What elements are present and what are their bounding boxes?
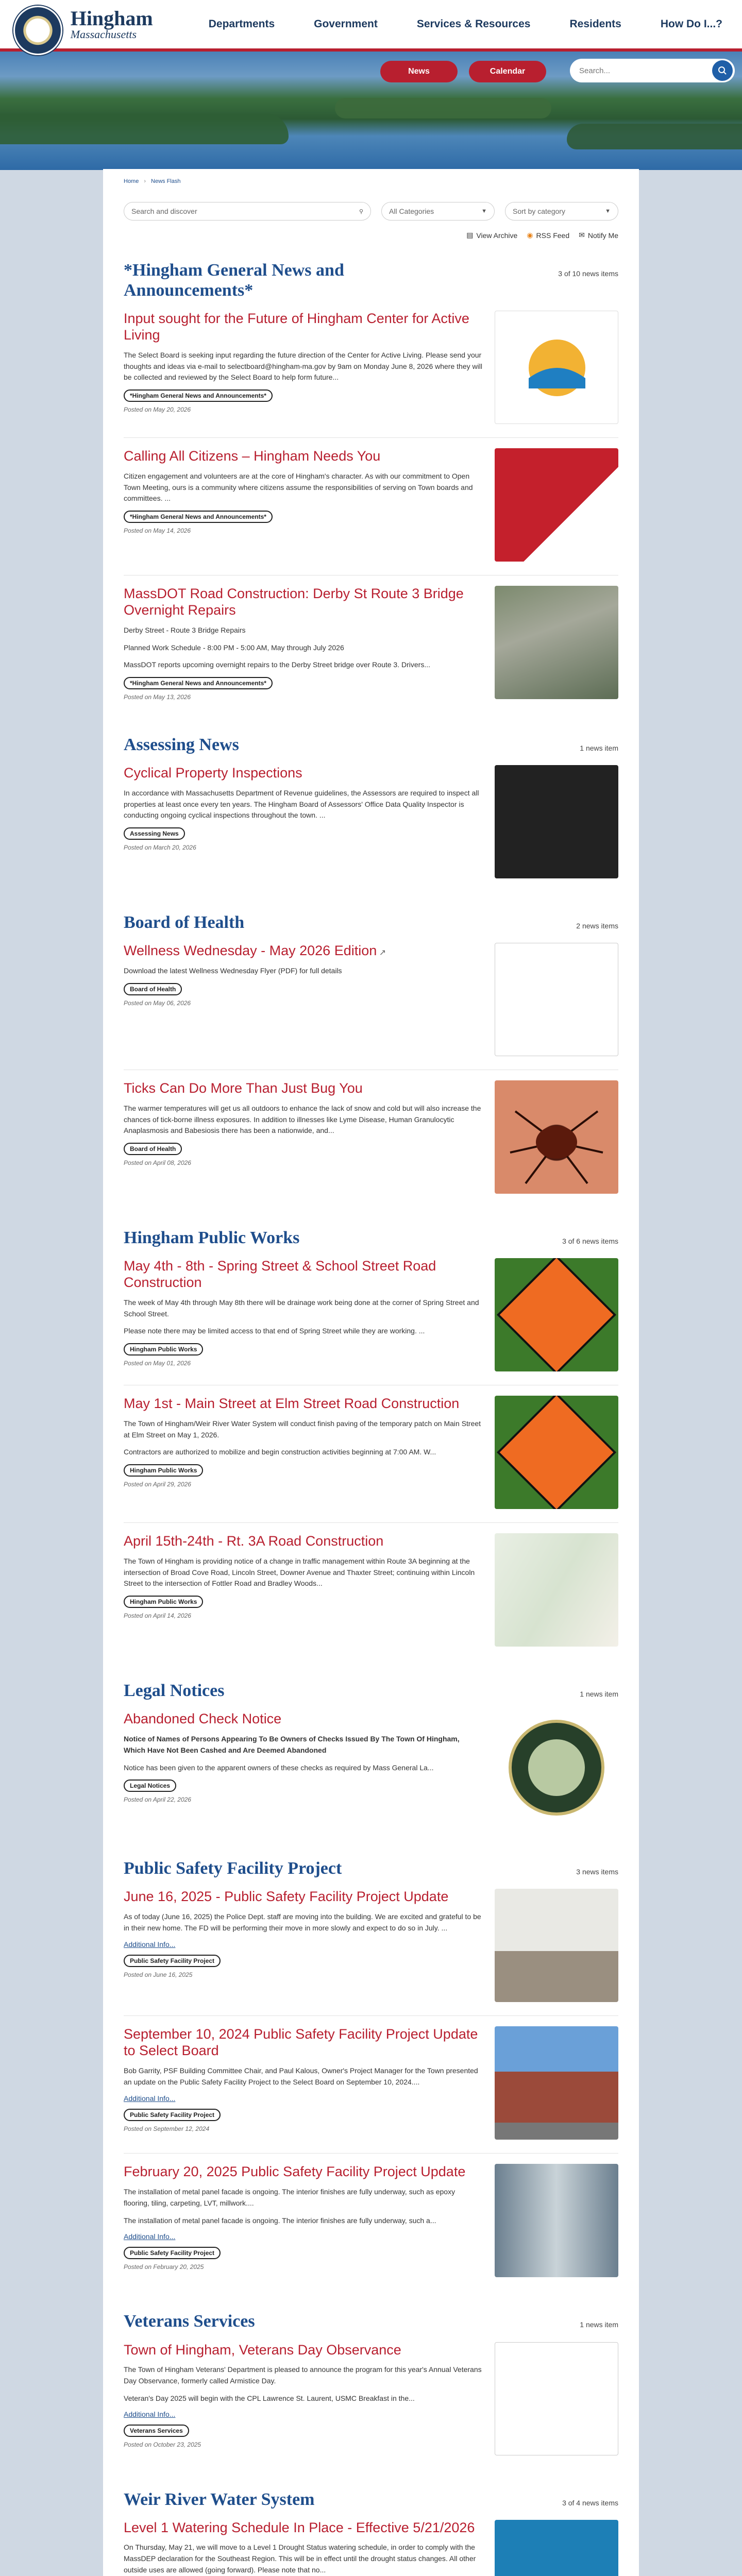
- category-tag[interactable]: *Hingham General News and Announcements*: [124, 511, 273, 523]
- nav-item-services[interactable]: Services & Resources: [416, 18, 531, 30]
- hingham-logo-image: [495, 311, 618, 424]
- header-buttons: [380, 61, 546, 82]
- category-title[interactable]: Board of Health: [124, 913, 245, 933]
- news-item-tag-wrap: [124, 1589, 482, 1608]
- news-item-body: [124, 1889, 482, 2002]
- news-item-tag-wrap: [124, 383, 482, 402]
- news-item-tag-wrap: [124, 1773, 482, 1792]
- aerial-image: [495, 586, 618, 699]
- category-title[interactable]: Weir River Water System: [124, 2489, 315, 2509]
- posted-date: Posted on April 14, 2026: [124, 1612, 191, 1620]
- search-icon[interactable]: ⚲: [359, 208, 363, 215]
- posted-date: Posted on May 14, 2026: [124, 527, 191, 535]
- additional-info-link[interactable]: Additional Info...: [124, 2094, 176, 2103]
- filter-bar: [124, 202, 618, 221]
- header-search-placeholder: Search...: [579, 66, 611, 75]
- badge-photo-image: [495, 765, 618, 878]
- news-item: [124, 1701, 618, 1838]
- category-tag[interactable]: Board of Health: [124, 983, 182, 995]
- news-item-summary: Download the latest Wellness Wednesday Flyer (PDF) for full details: [124, 967, 342, 975]
- news-item-title-text: Cyclical Property Inspections: [124, 765, 302, 781]
- category-count: 1 news item: [580, 2320, 618, 2329]
- news-item: [124, 755, 618, 892]
- news-item-body: [124, 2342, 482, 2455]
- news-item: [124, 300, 618, 438]
- news-item-tag-wrap: [124, 2241, 482, 2259]
- rss-icon: ◉: [527, 231, 533, 239]
- news-category: [124, 912, 618, 1207]
- category-header: [124, 735, 618, 755]
- news-item-body: [124, 311, 482, 424]
- category-title[interactable]: Legal Notices: [124, 1681, 225, 1701]
- news-item: [124, 2510, 618, 2576]
- category-count: 1 news item: [580, 743, 618, 752]
- news-item-summary: The warmer temperatures will get us all outdoors to enhance the lack of snow and cold but will also increase the chances of tick-borne illness exposures. In addition to illnesses like Lyme Disease, Human Granulocytic Anaplasmosis and Babesiosis there has been a nationwide, and...: [124, 1104, 481, 1135]
- news-item-title[interactable]: [124, 765, 482, 782]
- rss-feed-label: RSS Feed: [536, 231, 570, 240]
- posted-date: Posted on May 06, 2026: [124, 999, 191, 1007]
- news-item-summary: The installation of metal panel facade is ongoing. The interior finishes are fully underway, such a...: [124, 2216, 436, 2225]
- additional-info-link[interactable]: Additional Info...: [124, 1940, 176, 1948]
- news-item-title[interactable]: [124, 2164, 482, 2180]
- news-item-summary: The Select Board is seeking input regarding the future direction of the Center for Active Living. Please send your thoughts and ideas via e-mail to selectboard@hingham-ma.gov by 9am on Monday June 8, 2026 where they will be collected and reviewed by the Select Board to help form future...: [124, 350, 482, 382]
- header-bar: [0, 0, 742, 52]
- news-item-title[interactable]: [124, 943, 482, 959]
- news-category: [124, 1228, 618, 1660]
- posted-date: Posted on May 13, 2026: [124, 693, 191, 701]
- category-tag[interactable]: Assessing News: [124, 827, 185, 840]
- news-item-title-text: Level 1 Watering Schedule In Place - Effective 5/21/2026: [124, 2519, 475, 2535]
- news-search-input[interactable]: [124, 202, 371, 221]
- road-sign-image: [495, 1396, 618, 1509]
- news-item-summary: Derby Street - Route 3 Bridge Repairs: [124, 625, 246, 634]
- main-content: [103, 169, 639, 2576]
- volunteer-image: [495, 448, 618, 562]
- view-archive-link[interactable]: [466, 231, 517, 240]
- additional-info-link[interactable]: Additional Info...: [124, 2410, 176, 2419]
- news-category: [124, 1681, 618, 1838]
- breadcrumb: [124, 169, 618, 197]
- hero-land: [335, 98, 551, 118]
- news-item-summary: In accordance with Massachusetts Department of Revenue guidelines, the Assessors are required to inspect all properties at least once every ten years. The Hingham Board of Assessors' Office Data Quality Inspector is conducting ongoing cyclical inspections throughout the town. ...: [124, 788, 479, 820]
- building-image: [495, 2026, 618, 2140]
- category-tag[interactable]: *Hingham General News and Announcements*: [124, 389, 273, 402]
- notify-me-label: Notify Me: [587, 231, 618, 240]
- news-item-title-text: May 4th - 8th - Spring Street & School Street Road Construction: [124, 1258, 436, 1291]
- news-item-title[interactable]: [124, 1533, 482, 1550]
- news-item-summary: MassDOT reports upcoming overnight repairs to the Derby Street bridge over Route 3. Drivers...: [124, 660, 430, 669]
- site-header: [0, 0, 742, 170]
- news-item-title[interactable]: [124, 2342, 482, 2359]
- news-item: [124, 1385, 618, 1523]
- news-item-title[interactable]: [124, 2520, 482, 2536]
- news-item-summary: The Town of Hingham Veterans' Department is pleased to announce the program for this year's Annual Veterans Day Observance, formerly called Armistice Day.: [124, 2365, 482, 2385]
- hero-land: [567, 124, 742, 149]
- news-category: [124, 2311, 618, 2468]
- category-count: 3 of 4 news items: [562, 2498, 618, 2507]
- chevron-down-icon: ▼: [605, 208, 611, 214]
- archive-icon: ▤: [466, 231, 474, 239]
- news-item-title-text: MassDOT Road Construction: Derby St Route 3 Bridge Overnight Repairs: [124, 586, 464, 618]
- news-item-summary: Bob Garrity, PSF Building Committee Chair, and Paul Kalous, Owner's Project Manager for the Town presented an update on the Public Safety Facility Project to the Select Board on September 10, 2024....: [124, 2066, 478, 2086]
- news-item-body: [124, 1711, 482, 1824]
- news-item-tag-wrap: [124, 504, 482, 523]
- hall-image: [495, 2164, 618, 2277]
- news-item-title[interactable]: [124, 1711, 482, 1727]
- news-item-tag-wrap: [124, 1948, 482, 1967]
- posted-date: Posted on February 20, 2025: [124, 2263, 204, 2271]
- news-item-summary: Notice has been given to the apparent owners of these checks as required by Mass General La...: [124, 1763, 434, 1772]
- category-tag[interactable]: Public Safety Facility Project: [124, 1955, 221, 1967]
- news-item-summary: The Town of Hingham is providing notice of a change in traffic management within Route 3A beginning at the intersection of Broad Cove Road, Lincoln Street, Downer Avenue and Thaxter Street; continuing within Lincoln Street to the intersection of Fottler Road and Bradley Woods...: [124, 1557, 475, 1588]
- external-link-icon: ↗: [377, 948, 386, 958]
- news-item-summary: On Thursday, May 21, we will move to a Level 1 Drought Status watering schedule, in order to comply with the MassDEP declaration for the Southeast Region. This will be in effect until the drought status changes. All other outside uses are allowed (going forward). Please note that no...: [124, 2543, 476, 2574]
- breadcrumb-news-flash[interactable]: News Flash: [151, 178, 181, 184]
- news-item-title[interactable]: [124, 1080, 482, 1097]
- news-item: [124, 1248, 618, 1385]
- nav-item-government[interactable]: Government: [314, 18, 378, 30]
- news-item-title-text: May 1st - Main Street at Elm Street Road Construction: [124, 1396, 460, 1412]
- posted-date: Posted on September 12, 2024: [124, 2125, 210, 2132]
- news-item-title-text: Town of Hingham, Veterans Day Observance: [124, 2342, 401, 2358]
- news-item-summary: The week of May 4th through May 8th there will be drainage work being done at the corner of Spring Street and School Street.: [124, 1298, 479, 1318]
- news-item-tag-wrap: [124, 821, 482, 840]
- news-item-summary: Contractors are authorized to mobilize and begin construction activities beginning at 7:00 AM. W...: [124, 1448, 436, 1456]
- category-count: 2 news items: [576, 922, 618, 930]
- news-item-summary: Notice of Names of Persons Appearing To Be Owners of Checks Issued By The Town Of Hingham, Which Have Not Been Cashed and Are Deemed Abandoned: [124, 1735, 460, 1754]
- news-item-title-text: June 16, 2025 - Public Safety Facility Project Update: [124, 1889, 449, 1905]
- watering-image: [495, 2520, 618, 2576]
- news-item: [124, 1070, 618, 1207]
- category-header: [124, 2311, 618, 2331]
- posted-date: Posted on April 08, 2026: [124, 1159, 191, 1167]
- news-item: [124, 933, 618, 1070]
- breadcrumb-home[interactable]: Home: [124, 178, 139, 184]
- news-category: [124, 2489, 618, 2576]
- category-header: [124, 912, 618, 933]
- news-category: [124, 260, 618, 714]
- category-tag[interactable]: Board of Health: [124, 1143, 182, 1155]
- news-item-summary: The Town of Hingham/Weir River Water System will conduct finish paving of the temporary patch on Main Street at Elm Street on May 1, 2026.: [124, 1419, 481, 1439]
- category-title[interactable]: *Hingham General News and Announcements*: [124, 261, 344, 300]
- site-state: Massachusetts: [70, 28, 137, 41]
- news-item-title[interactable]: [124, 586, 482, 619]
- news-item-summary: The installation of metal panel facade is ongoing. The interior finishes are fully underway, such as epoxy flooring, tiling, carpeting, LVT, millwork....: [124, 2188, 456, 2207]
- news-button[interactable]: News: [380, 61, 458, 82]
- news-search-placeholder: Search and discover: [131, 207, 197, 215]
- posted-date: Posted on April 29, 2026: [124, 1481, 191, 1488]
- category-tag[interactable]: Hingham Public Works: [124, 1343, 203, 1355]
- news-item-title-text: Calling All Citizens – Hingham Needs You: [124, 448, 381, 464]
- posted-date: Posted on October 23, 2025: [124, 2441, 201, 2449]
- seal-image: [495, 1711, 618, 1824]
- category-select[interactable]: [381, 202, 495, 221]
- breadcrumb-separator: ›: [144, 178, 146, 184]
- news-item-summary: Planned Work Schedule - 8:00 PM - 5:00 AM, May through July 2026: [124, 643, 344, 652]
- news-item-body: [124, 2164, 482, 2277]
- category-header: [124, 1858, 618, 1878]
- news-item-tag-wrap: [124, 1337, 482, 1355]
- news-item-body: [124, 943, 482, 1056]
- news-item-title[interactable]: [124, 1396, 482, 1412]
- news-item-tag-wrap: [124, 2418, 482, 2437]
- news-category: [124, 1858, 618, 2291]
- news-item-title-text: September 10, 2024 Public Safety Facility Project Update to Select Board: [124, 2026, 478, 2059]
- category-tag[interactable]: Hingham Public Works: [124, 1464, 203, 1477]
- category-title[interactable]: Veterans Services: [124, 2312, 255, 2331]
- category-tag[interactable]: Public Safety Facility Project: [124, 2109, 221, 2121]
- news-item-body: [124, 2520, 482, 2576]
- news-item-summary: Veteran's Day 2025 will begin with the CPL Lawrence St. Laurent, USMC Breakfast in the...: [124, 2394, 415, 2402]
- brand[interactable]: [71, 8, 153, 40]
- hero-land: [0, 113, 289, 144]
- posted-date: Posted on June 16, 2025: [124, 1971, 193, 1978]
- rss-feed-link[interactable]: [527, 231, 569, 240]
- nav-item-how-do-i[interactable]: How Do I...?: [660, 18, 722, 30]
- category-count: 3 news items: [576, 1868, 618, 1876]
- posted-date: Posted on May 01, 2026: [124, 1360, 191, 1367]
- category-count: 3 of 6 news items: [562, 1237, 618, 1246]
- news-item-title[interactable]: [124, 1889, 482, 1905]
- category-select-value: All Categories: [389, 207, 434, 215]
- site-name: Hingham: [70, 7, 153, 30]
- posted-date: Posted on April 22, 2026: [124, 1796, 191, 1804]
- news-item-title-text: Abandoned Check Notice: [124, 1711, 282, 1727]
- category-tag[interactable]: Legal Notices: [124, 1780, 176, 1792]
- news-item-title-text: April 15th-24th - Rt. 3A Road Construction: [124, 1533, 384, 1549]
- category-count: 1 news item: [580, 1690, 618, 1699]
- category-title[interactable]: Assessing News: [124, 735, 239, 754]
- search-icon[interactable]: [712, 60, 733, 81]
- news-item-tag-wrap: [124, 977, 482, 995]
- news-item: [124, 1523, 618, 1660]
- news-item-title[interactable]: [124, 448, 482, 465]
- category-header: [124, 260, 618, 300]
- sort-select[interactable]: [505, 202, 618, 221]
- news-item-title[interactable]: [124, 2026, 482, 2059]
- news-item-summary: Please note there may be limited access to that end of Spring Street while they are working. ...: [124, 1327, 425, 1335]
- calendar-button[interactable]: Calendar: [469, 61, 546, 82]
- news-item-body: [124, 1533, 482, 1647]
- news-item-body: [124, 1080, 482, 1194]
- additional-info-link[interactable]: Additional Info...: [124, 2232, 176, 2241]
- posted-date: Posted on March 20, 2026: [124, 843, 196, 851]
- category-title[interactable]: Public Safety Facility Project: [124, 1859, 342, 1878]
- news-item-tag-wrap: [124, 1137, 482, 1155]
- interior-image: [495, 1889, 618, 2002]
- category-header: [124, 1228, 618, 1248]
- news-item-title[interactable]: [124, 1258, 482, 1291]
- main-nav: [189, 18, 742, 30]
- road-sign-image: [495, 1258, 618, 1371]
- mail-icon: ✉: [579, 231, 585, 239]
- category-tag[interactable]: *Hingham General News and Announcements*: [124, 677, 273, 689]
- tick-image: [495, 1080, 618, 1194]
- news-item-body: [124, 2026, 482, 2140]
- news-item: [124, 2154, 618, 2291]
- sort-select-value: Sort by category: [513, 207, 565, 215]
- notify-me-link[interactable]: [579, 231, 618, 240]
- posted-date: Posted on May 20, 2026: [124, 405, 191, 413]
- news-item-title[interactable]: [124, 311, 482, 344]
- news-tools: [124, 231, 618, 240]
- nav-item-departments[interactable]: Departments: [208, 18, 275, 30]
- news-item-tag-wrap: [124, 2103, 482, 2121]
- news-item-body: [124, 1396, 482, 1509]
- news-item-title-text: Input sought for the Future of Hingham Center for Active Living: [124, 311, 469, 343]
- news-item: [124, 438, 618, 575]
- veterans-image: [495, 2342, 618, 2455]
- category-count: 3 of 10 news items: [558, 269, 618, 278]
- town-seal-logo[interactable]: [13, 6, 62, 55]
- category-tag[interactable]: Hingham Public Works: [124, 1596, 203, 1608]
- news-item-body: [124, 765, 482, 878]
- news-item-title-text: Ticks Can Do More Than Just Bug You: [124, 1080, 363, 1096]
- news-categories: [124, 260, 618, 2576]
- map-image: [495, 1533, 618, 1647]
- news-item-body: [124, 448, 482, 562]
- news-category: [124, 735, 618, 892]
- news-item: [124, 2016, 618, 2154]
- news-item-body: [124, 1258, 482, 1371]
- news-item-summary: As of today (June 16, 2025) the Police Dept. staff are moving into the building. We are excited and grateful to be in their new home. The FD will be performing their move in more slowly and expect to do so in July. ...: [124, 1912, 481, 1932]
- news-item: [124, 575, 618, 714]
- news-item-title-text: February 20, 2025 Public Safety Facility Project Update: [124, 2164, 466, 2180]
- news-item-body: [124, 586, 482, 701]
- header-search-input[interactable]: [570, 59, 735, 82]
- news-item-summary: Citizen engagement and volunteers are at the core of Hingham's character. As with our commitment to Open Town Meeting, ours is a community where citizens assume the responsibilities of serving on Town boards and committees. ...: [124, 472, 473, 503]
- news-item: [124, 2332, 618, 2469]
- category-tag[interactable]: Public Safety Facility Project: [124, 2247, 221, 2259]
- chevron-down-icon: ▼: [481, 208, 487, 214]
- news-item-title-text: Wellness Wednesday - May 2026 Edition: [124, 943, 377, 959]
- news-item-tag-wrap: [124, 1458, 482, 1477]
- news-item-tag-wrap: [124, 671, 482, 689]
- category-tag[interactable]: Veterans Services: [124, 2425, 189, 2437]
- news-item: [124, 1878, 618, 2016]
- category-title[interactable]: Hingham Public Works: [124, 1228, 300, 1248]
- view-archive-label: View Archive: [476, 231, 518, 240]
- category-header: [124, 2489, 618, 2510]
- category-header: [124, 1681, 618, 1701]
- nav-item-residents[interactable]: Residents: [569, 18, 621, 30]
- flyer-image: [495, 943, 618, 1056]
